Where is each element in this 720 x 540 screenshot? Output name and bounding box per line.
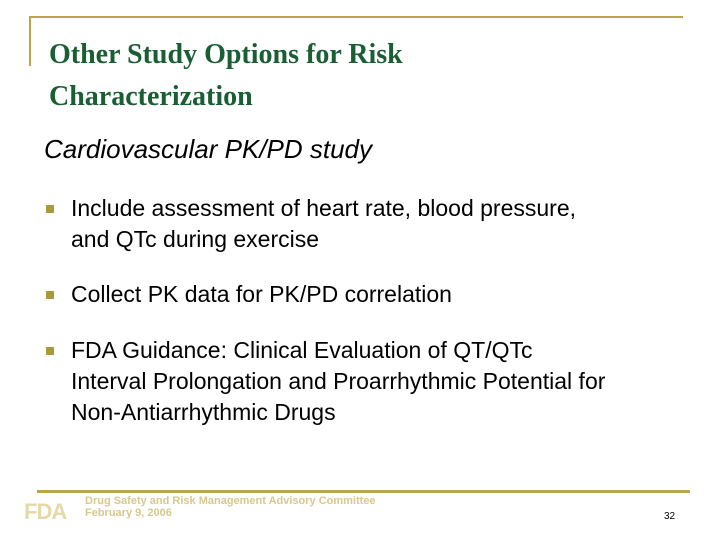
- bullet-text: Include assessment of heart rate, blood pressure,: [71, 195, 577, 221]
- top-rule: [29, 16, 683, 18]
- bullet-square-icon: [46, 291, 54, 299]
- bullet-text: Collect PK data for PK/PD correlation: [71, 281, 452, 307]
- left-rule: [29, 16, 31, 66]
- slide-title: [49, 34, 403, 118]
- subtitle: Cardiovascular PK/PD study: [44, 134, 373, 164]
- footer-date: February 9, 2006: [85, 507, 172, 519]
- bullet-text: FDA Guidance: Clinical Evaluation of QT/QTc: [71, 337, 533, 363]
- fda-logo: FDA: [24, 499, 67, 524]
- bullet-text: and QTc during exercise: [71, 226, 320, 252]
- bullet-square-icon: [46, 347, 54, 355]
- footer-rule: [37, 490, 690, 493]
- title-line-2: Characterization: [49, 81, 253, 112]
- footer-text: [85, 495, 376, 519]
- bullet-text: Interval Prolongation and Proarrhythmic Potential for: [71, 368, 606, 394]
- page-number: 32: [664, 511, 676, 522]
- title-line-1: Other Study Options for Risk: [49, 39, 403, 70]
- footer-committee: Drug Safety and Risk Management Advisory Committee: [85, 495, 376, 507]
- bullet-square-icon: [46, 205, 54, 213]
- bullet-text: Non-Antiarrhythmic Drugs: [71, 399, 336, 425]
